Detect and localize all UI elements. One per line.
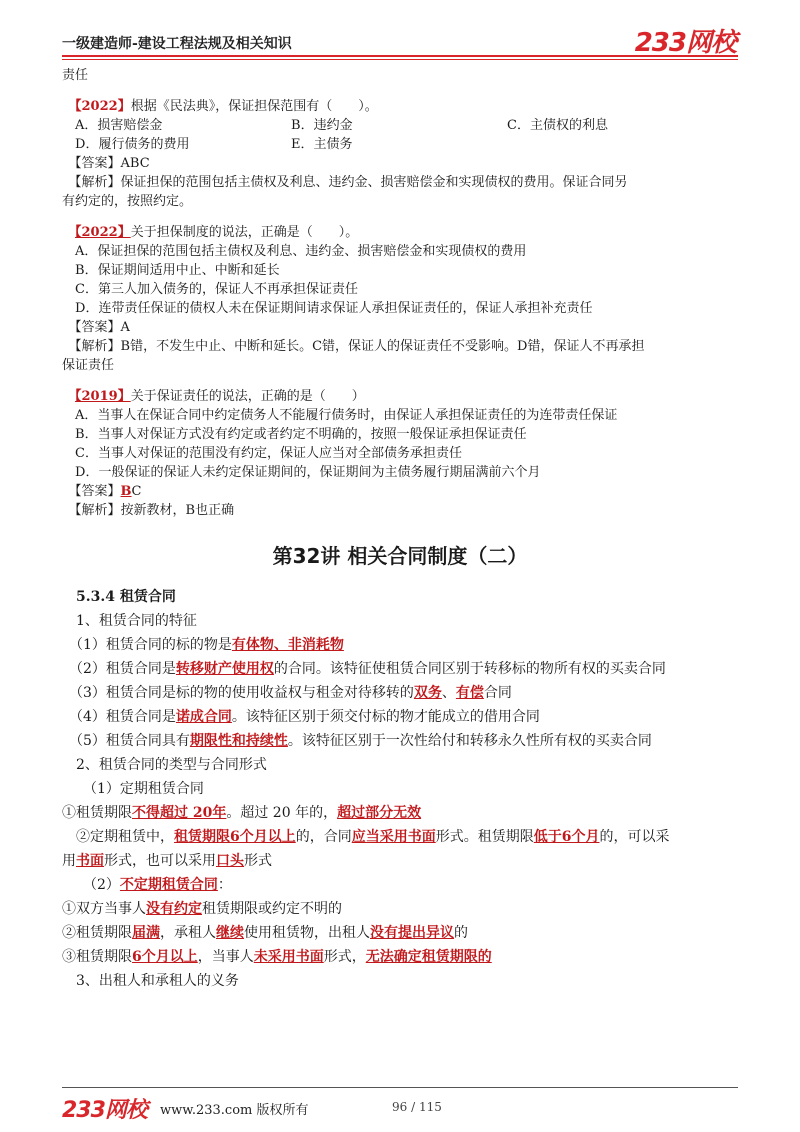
heading-text: 1、租赁合同的特征 (76, 613, 197, 629)
text: 。该特征区别于一次性给付和转移永久性所有权的买卖合同 (287, 733, 652, 749)
question-stem (62, 97, 738, 116)
stem-text: 关于保证责任的说法，正确的是（ ） (130, 389, 365, 404)
text: 的，合同 (295, 829, 352, 845)
text: ： (217, 877, 232, 893)
option (62, 463, 738, 482)
text: 使用租赁物，出租人 (244, 925, 370, 941)
key-term: 继续 (216, 925, 244, 941)
text: ，当事人 (197, 949, 254, 965)
subsection-text: 5.3.4 租赁合同 (76, 589, 176, 605)
text: （2）租赁合同是 (76, 661, 176, 677)
heading (62, 609, 738, 633)
analysis (62, 337, 738, 356)
footer-rule (62, 1087, 738, 1088)
key-term: 低于6个月 (533, 829, 600, 845)
text: 形式，也可以采用 (104, 853, 216, 869)
key-term: 超过部分无效 (337, 805, 422, 821)
option-text: B．当事人对保证方式没有约定或者约定不明确的，按照一般保证承担保证责任 (75, 427, 527, 442)
text: （1）租赁合同的标的物是 (76, 637, 232, 653)
stem-text: 关于担保制度的说法，正确是（ ）。 (130, 225, 359, 240)
key-term: 期限性和持续性 (189, 733, 288, 749)
option-row (62, 135, 738, 154)
key-term: 有体物、非消耗物 (231, 637, 344, 653)
key-term: 无法确定租赁期限的 (365, 949, 492, 965)
option: E．主债务 (291, 137, 353, 152)
key-term: 书面 (76, 853, 104, 869)
heading-text: 3、出租人和承租人的义务 (76, 973, 239, 989)
continued-text: 责任 (62, 68, 89, 83)
rule-item (62, 801, 738, 825)
option: B．违约金 (291, 118, 353, 133)
text: 合同 (483, 685, 512, 701)
text: （4）租赁合同是 (76, 709, 176, 725)
option (62, 299, 738, 318)
key-term: 诺成合同 (175, 709, 232, 725)
option (62, 444, 738, 463)
text: （5）租赁合同具有 (76, 733, 190, 749)
answer-text: 【答案】ABC (75, 156, 150, 171)
footer-logo[interactable]: 233网校 (62, 1098, 147, 1123)
text: （2） (90, 877, 120, 893)
text: 的合同。该特征使租赁合同区别于转移标的物所有权的买卖合同 (273, 661, 666, 677)
answer (62, 154, 738, 173)
answer-text: C (131, 484, 142, 499)
type-text: （1）定期租赁合同 (90, 781, 204, 797)
key-term: 未采用书面 (253, 949, 324, 965)
text: ③租赁期限 (62, 949, 132, 965)
year-tag: 【2019】 (75, 389, 131, 404)
text: 。该特征区别于须交付标的物才能成立的借用合同 (231, 709, 540, 725)
text: （3）租赁合同是标的物的使用收益权与租金对待移转的 (76, 685, 414, 701)
option-text: C．第三人加入债务的，保证人不再承担保证责任 (75, 282, 358, 297)
answer-highlight: B (120, 484, 132, 499)
type-heading (62, 777, 738, 801)
option: D．履行债务的费用 (75, 137, 190, 152)
option-text: B．保证期间适用中止、中断和延长 (75, 263, 280, 278)
heading (62, 753, 738, 777)
question-stem (62, 387, 738, 406)
answer (62, 318, 738, 337)
text: 。超过 20 年的， (226, 805, 338, 821)
text: ，承租人 (160, 925, 216, 941)
option-text: A．当事人在保证合同中约定债务人不能履行债务时，由保证人承担保证责任的为连带责任保证 (75, 408, 618, 423)
text: ①租赁期限 (62, 805, 132, 821)
key-term: 没有提出异议 (370, 925, 454, 941)
key-term: 应当采用书面 (351, 829, 436, 845)
heading-text: 2、租赁合同的类型与合同形式 (76, 757, 267, 773)
text: 形式。租赁期限 (435, 829, 534, 845)
year-tag: 【2022】 (75, 99, 131, 114)
key-term: 口头 (216, 853, 244, 869)
key-term: 不得超过 20年 (132, 805, 227, 821)
feature-item (62, 729, 738, 753)
text: 形式， (323, 949, 366, 965)
year-tag: 【2022】 (75, 225, 131, 240)
option (62, 406, 738, 425)
option (62, 280, 738, 299)
analysis (62, 173, 738, 192)
option-text: C．当事人对保证的范围没有约定，保证人应当对全部债务承担责任 (75, 446, 462, 461)
header-rule (62, 55, 738, 57)
brand-logo[interactable]: 233网校 (634, 28, 736, 58)
answer-text: 【答案】A (75, 320, 130, 335)
text: 的 (454, 925, 468, 941)
text: ②定期租赁中， (76, 829, 174, 845)
type-heading (62, 873, 738, 897)
rule-item-cont (62, 849, 738, 873)
key-term: 届满 (132, 925, 160, 941)
text: 的，可以采 (599, 829, 670, 845)
answer (62, 482, 738, 501)
text: 用 (62, 853, 76, 869)
text: ②租赁期限 (62, 925, 132, 941)
option-text: D．一般保证的保证人未约定保证期间的，保证期间为主债务履行期届满前六个月 (75, 465, 541, 480)
footer-site: www.233.com 版权所有 (160, 1103, 309, 1118)
page-body (62, 66, 738, 993)
header-title: 一级建造师-建设工程法规及相关知识 (62, 36, 292, 52)
feature-item (62, 705, 738, 729)
feature-item (62, 633, 738, 657)
rule-item (62, 825, 738, 849)
option-text: A．保证担保的范围包括主债权及利息、违约金、损害赔偿金和实现债权的费用 (75, 244, 527, 259)
option (62, 425, 738, 444)
key-term: 没有约定 (146, 901, 202, 917)
text: 租赁期限或约定不明的 (202, 901, 342, 917)
header-rule-thin (62, 59, 738, 60)
option-text: D．连带责任保证的债权人未在保证期间请求保证人承担保证责任的，保证人承担补充责任 (75, 301, 593, 316)
option-row (62, 116, 738, 135)
analysis-text: 【解析】B错，不发生中止、中断和延长。C错，保证人的保证责任不受影响。D错，保证人不再承担 (75, 339, 645, 354)
feature-item (62, 657, 738, 681)
key-term: 转移财产使用权 (175, 661, 274, 677)
rule-item (62, 897, 738, 921)
rule-item (62, 945, 738, 969)
option (62, 242, 738, 261)
text: 、 (441, 685, 456, 701)
option: A．损害赔偿金 (75, 118, 163, 133)
stem-text: 根据《民法典》，保证担保范围有（ ）。 (130, 99, 378, 114)
question-stem (62, 223, 738, 242)
section-title: 第32讲 相关合同制度（二） (272, 544, 528, 568)
feature-item (62, 681, 738, 705)
text: ①双方当事人 (62, 901, 146, 917)
analysis-text: 【解析】按新教材，B也正确 (75, 503, 235, 518)
analysis-cont: 保证责任 (62, 358, 115, 373)
answer-prefix: 【答案】 (75, 484, 121, 499)
analysis-cont: 有约定的，按照约定。 (62, 194, 193, 209)
key-term: 不定期租赁合同 (119, 877, 218, 893)
option (62, 261, 738, 280)
analysis-text: 【解析】保证担保的范围包括主债权及利息、违约金、损害赔偿金和实现债权的费用。保证合同另 (75, 175, 628, 190)
option: C．主债权的利息 (507, 118, 608, 133)
text: 形式 (244, 853, 272, 869)
page-number: 96 / 115 (392, 1100, 442, 1114)
key-term: 6个月以上 (132, 949, 198, 965)
subsection-title (62, 585, 738, 609)
key-term: 有偿 (455, 685, 484, 701)
analysis (62, 501, 738, 520)
rule-item (62, 921, 738, 945)
heading (62, 969, 738, 993)
key-term: 双务 (413, 685, 442, 701)
key-term: 租赁期限6个月以上 (174, 829, 296, 845)
